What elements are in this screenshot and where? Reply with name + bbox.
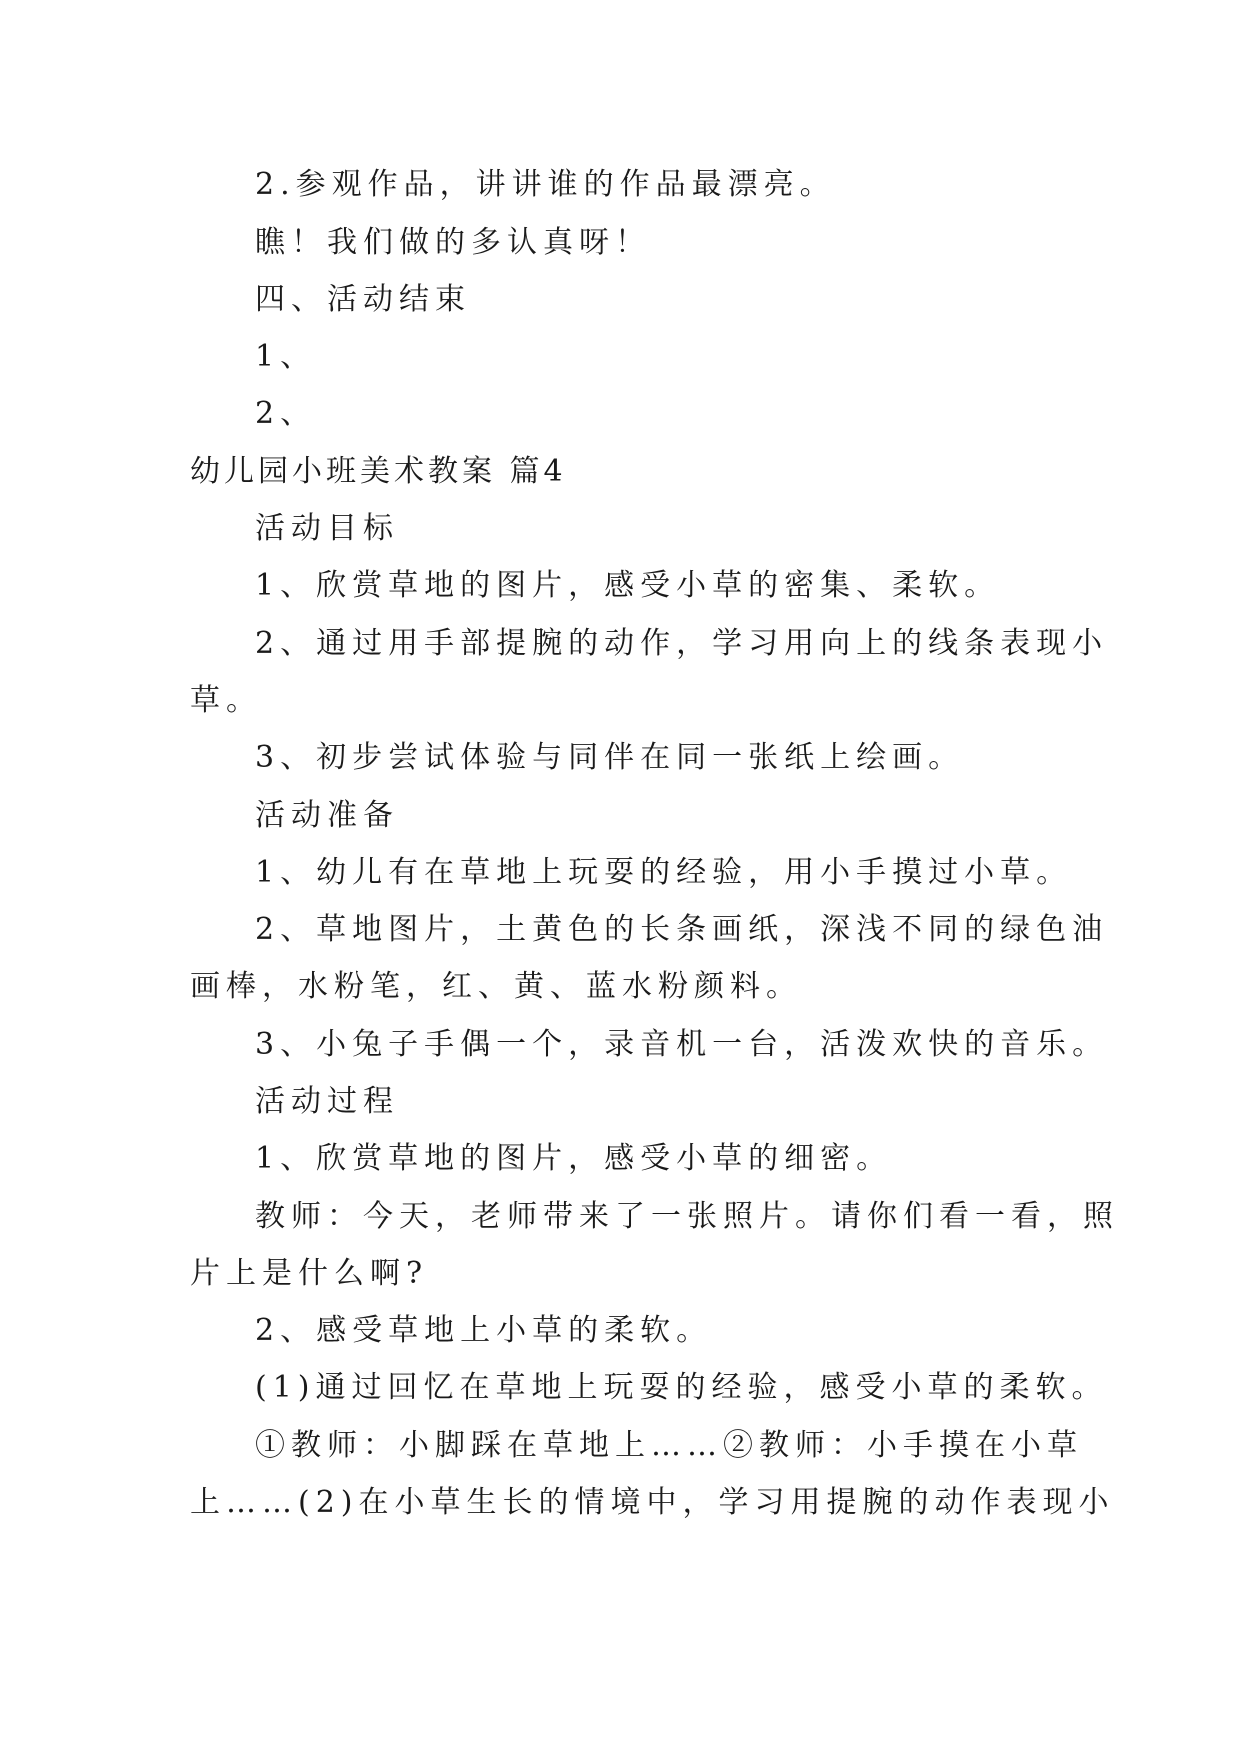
paragraph-line: (1)通过回忆在草地上玩耍的经验，感受小草的柔软。 [255,1370,1108,1405]
paragraph-line: 2.参观作品，讲讲谁的作品最漂亮。 [255,167,836,202]
paragraph-line: 草。 [190,683,262,718]
paragraph-line: 教师：今天，老师带来了一张照片。请你们看一看，照 [255,1199,1119,1234]
paragraph-line: 3、小兔子手偶一个，录音机一台，活泼欢快的音乐。 [255,1027,1109,1062]
paragraph-line: 1、欣赏草地的图片，感受小草的细密。 [255,1141,893,1176]
paragraph-line: 四、活动结束 [255,282,471,317]
paragraph-line: 上……(2)在小草生长的情境中，学习用提腕的动作表现小 [190,1485,1115,1520]
section-title: 幼儿园小班美术教案 篇4 [190,454,567,489]
paragraph-line: 2、 [255,396,317,431]
paragraph-line: 1、欣赏草地的图片，感受小草的密集、柔软。 [255,568,1001,603]
paragraph-line: 画棒，水粉笔，红、黄、蓝水粉颜料。 [190,969,802,1004]
subheading: 活动准备 [255,798,399,833]
paragraph-line: 片上是什么啊? [190,1256,429,1291]
subheading: 活动目标 [255,511,399,546]
paragraph-line: 瞧！我们做的多认真呀！ [255,225,651,260]
subheading: 活动过程 [255,1084,399,1119]
paragraph-line: 1、幼儿有在草地上玩耍的经验，用小手摸过小草。 [255,855,1073,890]
paragraph-line: 2、感受草地上小草的柔软。 [255,1313,713,1348]
paragraph-line: 1、 [255,339,317,374]
paragraph-line: 2、通过用手部提腕的动作，学习用向上的线条表现小 [255,626,1109,661]
paragraph-line: ①教师：小脚踩在草地上……②教师：小手摸在小草 [255,1428,1083,1463]
paragraph-line: 2、草地图片，土黄色的长条画纸，深浅不同的绿色油 [255,912,1109,947]
paragraph-line: 3、初步尝试体验与同伴在同一张纸上绘画。 [255,740,965,775]
